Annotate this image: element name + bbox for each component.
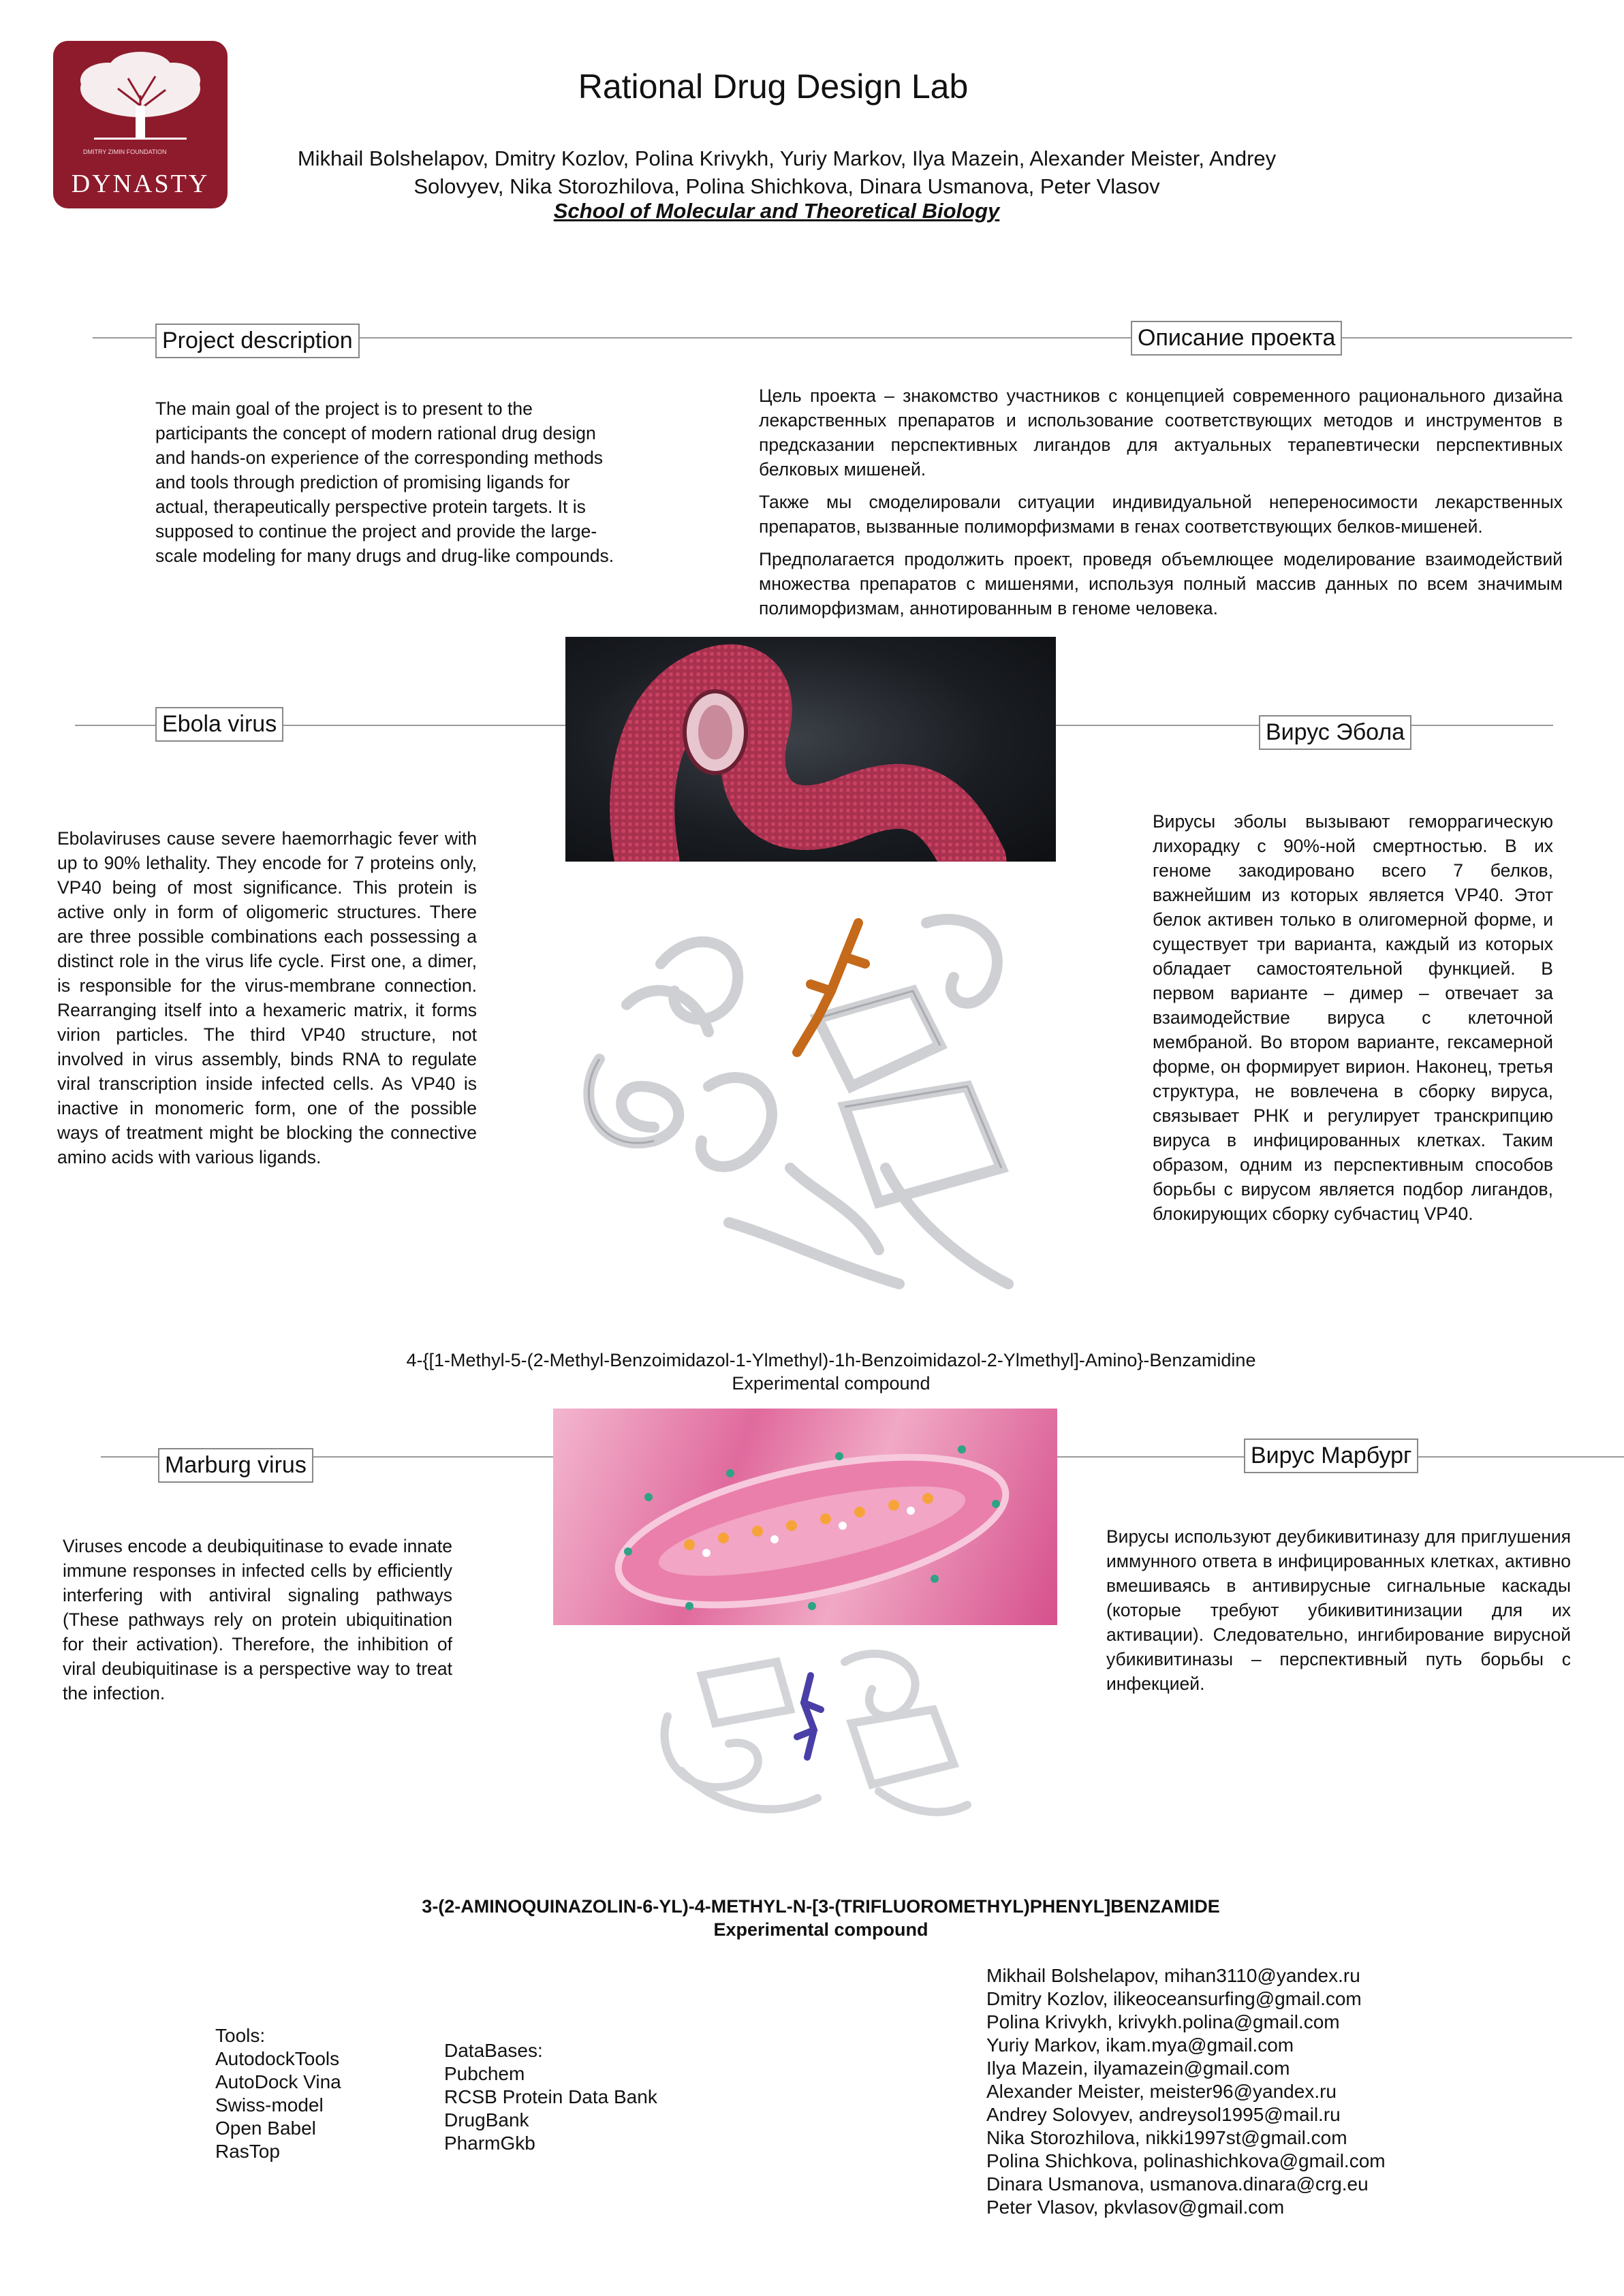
contact-item: Yuriy Markov, ikam.mya@gmail.com <box>986 2034 1294 2056</box>
contact-item: Mikhail Bolshelapov, mihan3110@yandex.ru <box>986 1965 1360 1986</box>
school-name: School of Molecular and Theoretical Biology <box>553 199 1000 223</box>
dynasty-logo <box>53 41 228 208</box>
heading-marburg-en: Marburg virus <box>158 1448 313 1483</box>
databases-heading: DataBases: <box>444 2040 543 2061</box>
tool-item: AutodockTools <box>215 2048 340 2069</box>
ebola-text-en: Ebolaviruses cause severe haemorrhagic fever with up to 90% lethality. They encode for 7 proteins only, VP40 being of most significance. This protein is active only in form of oligomeric structures. There are three possible combinations each possessing a distinct role in the virus life cycle. First one, a dimer, is responsible for the virus-membrane connection. Rearranging itself into a hexameric matrix, it forms virion particles. The third VP40 structure, not involved in virus assembly, binds RNA to regulate viral transcription inside infected cells. As VP40 is inactive in monomeric form, one of the possible ways of treatment might be blocking the connective amino acids with various ligands. <box>57 828 477 1167</box>
ebola-compound-name: 4-{[1-Methyl-5-(2-Methyl-Benzoimidazol-1-Ylmethyl)-1h-Benzoimidazol-2-Ylmethyl]-Amino}-Benzamidine <box>406 1350 1256 1370</box>
page-title: Rational Drug Design Lab <box>578 67 969 106</box>
tool-item: Swiss-model <box>215 2094 324 2116</box>
contact-item: Peter Vlasov, pkvlasov@gmail.com <box>986 2197 1285 2218</box>
marburg-compound-note: Experimental compound <box>713 1919 928 1940</box>
marburg-text-ru: Вирусы используют деубикивитиназу для приглушения иммунного ответа в инфицированных клетках, активно вмешиваясь в антивирусные сигнальные каскады (которые требуют убикивитинизации для их активации). Следовательно, ингибирование вирусной убикивитиназы – перспективный путь борьбы с инфекцией. <box>1106 1526 1571 1694</box>
tool-item: RasTop <box>215 2141 280 2162</box>
project-text-ru-2: Также мы смоделировали ситуации индивидуальной непереносимости лекарственных препаратов, вызванные полиморфизмами в генах соответствующих белков-мишеней. <box>759 492 1563 537</box>
heading-marburg-ru: Вирус Марбург <box>1244 1438 1418 1473</box>
ebola-text-ru: Вирусы эболы вызывают геморрагическую лихорадку с 90%-ной смертностью. В их геноме закодировано всего 7 белков, важнейшим из которых является VP40. Этот белок активен только в олигомерной форме, и существует три варианта, каждый из которых обладает самостоятельной функцией. В первом варианте – димер – отвечает за взаимодействие вируса с клеточной мембраной. Во втором варианте, гексамерной форме, он формирует вирион. Наконец, третья структура, не вовлечена в сборку вируса, связывает РНК и регулирует транскрипцию вируса в инфицированных клетках. Таким образом, одним из перспективным способов борьбы с вирусом является подбор лигандов, блокирующих сборку субчастиц VP40. <box>1153 811 1553 1224</box>
ebola-virus-image <box>565 637 1056 862</box>
tools-heading: Tools: <box>215 2025 266 2046</box>
contact-item: Polina Krivykh, krivykh.polina@gmail.com <box>986 2011 1340 2032</box>
database-item: RCSB Protein Data Bank <box>444 2086 657 2107</box>
heading-project-en: Project description <box>155 324 360 358</box>
deubiquitinase-protein-structure <box>640 1635 981 1832</box>
contacts-list <box>986 1964 1504 2219</box>
ebola-compound-note: Experimental compound <box>732 1373 931 1394</box>
heading-ebola-ru: Вирус Эбола <box>1259 715 1411 750</box>
heading-project-ru: Описание проекта <box>1131 321 1342 356</box>
contact-item: Alexander Meister, meister96@yandex.ru <box>986 2081 1337 2102</box>
contact-item: Nika Storozhilova, nikki1997st@gmail.com <box>986 2127 1347 2148</box>
contact-item: Ilya Mazein, ilyamazein@gmail.com <box>986 2058 1290 2079</box>
marburg-compound-name: 3-(2-AMINOQUINAZOLIN-6-YL)-4-METHYL-N-[3-(TRIFLUOROMETHYL)PHENYL]BENZAMIDE <box>422 1896 1220 1917</box>
databases-list <box>444 2039 730 2155</box>
marburg-text-en: Viruses encode a deubiquitinase to evade innate immune responses in infected cells by efficiently interfering with antiviral signaling pathways (These pathways rely on protein ubiquitination for their activation). Therefore, the inhibition of viral deubiquitinase is a perspective way to treat the infection. <box>63 1536 452 1703</box>
project-text-en: The main goal of the project is to present to the participants the concept of modern rational drug design and hands-on experience of the corresponding methods and tools through prediction of promising ligands for actual, therapeutically perspective protein targets. It is supposed to continue the project and provide the large-scale modeling for many drugs and drug-like compounds. <box>155 398 614 566</box>
logo-wordmark: DYNASTY <box>71 170 210 198</box>
logo-foundation-text: DMITRY ZIMIN FOUNDATION <box>83 148 167 155</box>
tool-item: AutoDock Vina <box>215 2071 341 2092</box>
tool-item: Open Babel <box>215 2118 316 2139</box>
contact-item: Dmitry Kozlov, ilikeoceansurfing@gmail.com <box>986 1988 1362 2009</box>
vp40-protein-structure <box>559 882 1049 1298</box>
marburg-virus-image <box>553 1409 1057 1625</box>
project-text-ru-1: Цель проекта – знакомство участников с концепцией современного рационального дизайна лекарственных препаратов и использование соответствующих методов и инструментов в предсказании перспективных лигандов для актуальных терапевтически перспективных белковых мишеней. <box>759 386 1563 479</box>
database-item: PharmGkb <box>444 2133 535 2154</box>
heading-ebola-en: Ebola virus <box>155 707 283 742</box>
database-item: DrugBank <box>444 2109 529 2130</box>
contact-item: Andrey Solovyev, andreysol1995@mail.ru <box>986 2104 1341 2125</box>
project-text-ru-3: Предполагается продолжить проект, проведя объемлющее моделирование взаимодействий множества препаратов с мишенями, используя полный массив данных по всем значимым полиморфизмам, аннотированным в геноме человека. <box>759 549 1563 618</box>
contact-item: Dinara Usmanova, usmanova.dinara@crg.eu <box>986 2173 1369 2195</box>
project-text-ru <box>759 383 1563 629</box>
tools-list <box>215 2024 433 2163</box>
authors: Mikhail Bolshelapov, Dmitry Kozlov, Polina Krivykh, Yuriy Markov, Ilya Mazein, Alexander Meister, Andrey Solovyev, Nika Storozhilova, Polina Shichkova, Dinara Usmanova, Peter Vlasov <box>297 146 1277 198</box>
database-item: Pubchem <box>444 2063 525 2084</box>
contact-item: Polina Shichkova, polinashichkova@gmail.com <box>986 2150 1386 2171</box>
